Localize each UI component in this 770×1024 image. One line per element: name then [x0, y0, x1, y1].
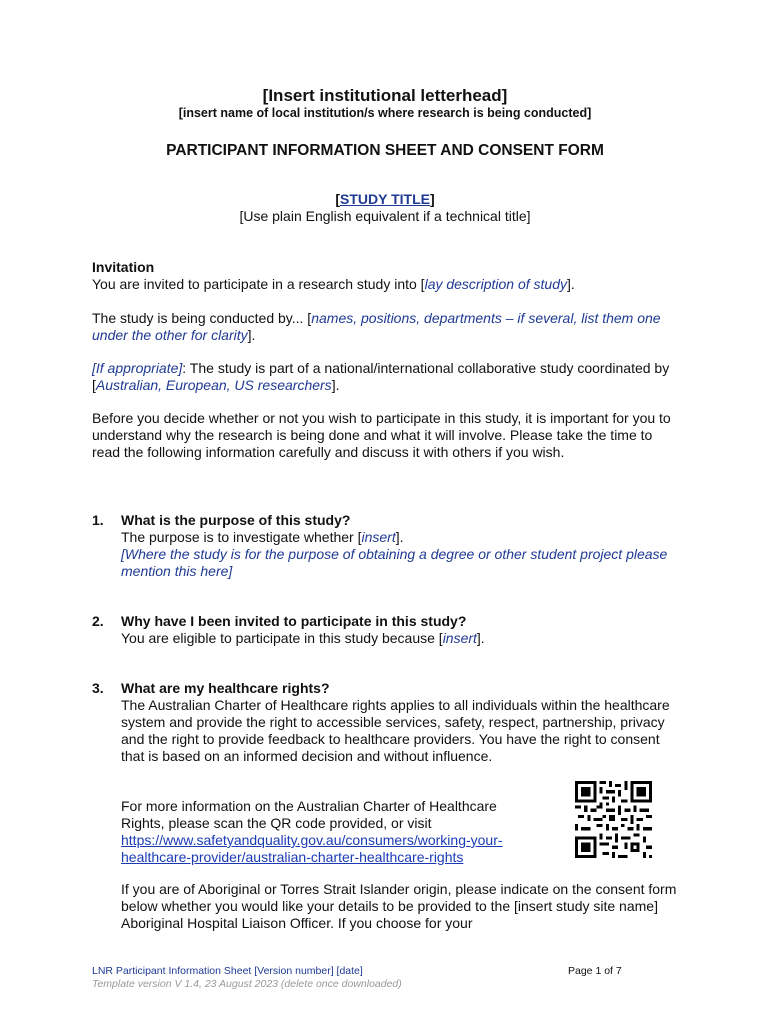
section-1-number: 1.	[92, 512, 104, 528]
invitation-paragraph-1	[92, 276, 682, 293]
section-2-text-start: You are eligible to participate in this study because [	[121, 630, 443, 646]
section-2-text-end: ].	[476, 630, 485, 646]
invitation-p1-end: ].	[566, 276, 575, 292]
section-3-heading: What are my healthcare rights?	[121, 680, 330, 696]
invitation-paragraph-2	[92, 310, 682, 344]
invitation-p2-text: The study is being conducted by... [	[92, 310, 312, 326]
section-1-note: [Where the study is for the purpose of obtaining a degree or other student project please mention this here]	[121, 546, 668, 579]
footer-document-info: LNR Participant Information Sheet [Version number] [date]	[92, 965, 363, 977]
invitation-p3-placeholder-2: Australian, European, US researchers	[95, 377, 332, 393]
section-3-qr-text-1: For more information on the Australian Charter of Healthcare	[121, 798, 497, 814]
invitation-paragraph-3	[92, 360, 682, 394]
section-3-paragraph-3: If you are of Aboriginal or Torres Strait Islander origin, please indicate on the consent form below whether you would like your details to be provided to the [insert study site name] Aboriginal Hospital Liaison Officer. If you choose for your	[121, 881, 677, 931]
study-title-note: [Use plain English equivalent if a technical title]	[239, 208, 531, 224]
invitation-paragraph-4: Before you decide whether or not you wish to participate in this study, it is important for you to understand why the research is being done and what it will involve. Please take the time to read the following information carefully and discuss it with others if you wish.	[92, 410, 671, 460]
section-3-number: 3.	[92, 680, 104, 696]
section-2-placeholder: insert	[442, 630, 477, 646]
charter-link-1[interactable]: https://www.safetyandquality.gov.au/consumers/working-your-	[121, 832, 503, 848]
section-2-heading: Why have I been invited to participate in this study?	[121, 613, 467, 629]
section-1-text-end: ].	[395, 529, 404, 545]
charter-link-line-2[interactable]	[121, 849, 571, 866]
study-title-open: [	[335, 191, 341, 207]
section-1-heading: What is the purpose of this study?	[121, 512, 351, 528]
section-3-qr-text-2: Rights, please scan the QR code provided, or visit	[121, 815, 432, 831]
footer-template-version: Template version V 1.4, 23 August 2023 (delete once downloaded)	[92, 978, 402, 990]
invitation-p3-end: ].	[331, 377, 340, 393]
invitation-heading: Invitation	[92, 259, 155, 275]
section-2-text	[121, 630, 682, 647]
section-2-number: 2.	[92, 613, 104, 629]
study-title	[0, 191, 770, 207]
invitation-p1-text: You are invited to participate in a research study into [	[92, 276, 425, 292]
document-title: PARTICIPANT INFORMATION SHEET AND CONSENT FORM	[166, 142, 604, 159]
invitation-p2-end: ].	[247, 327, 256, 343]
section-1-placeholder: insert	[361, 529, 396, 545]
invitation-p1-placeholder: lay description of study	[424, 276, 567, 292]
institution-placeholder: [insert name of local institution/s where research is being conducted]	[178, 106, 592, 120]
qr-code-icon[interactable]	[575, 781, 652, 858]
section-3-paragraph-1: The Australian Charter of Healthcare rights applies to all individuals within the healthcare system and provide the right to accessible services, safety, respect, partnership, privacy and the right to provide feedback to healthcare providers. You have the right to consent that is based on an informed decision and without influence.	[121, 697, 670, 764]
charter-link-line-1[interactable]	[121, 832, 571, 849]
section-1-text-start: The purpose is to investigate whether [	[121, 529, 362, 545]
section-1-text	[121, 529, 682, 546]
footer-page-number: Page 1 of 7	[568, 965, 622, 977]
study-title-close: ]	[429, 191, 435, 207]
charter-link-2[interactable]: healthcare-provider/australian-charter-healthcare-rights	[121, 849, 464, 865]
invitation-p3-text: : The study is part of a national/international collaborative study coordinated by [	[92, 360, 670, 393]
study-title-label: STUDY TITLE	[340, 191, 430, 207]
letterhead-placeholder: [Insert institutional letterhead]	[262, 86, 508, 105]
invitation-p2-placeholder: names, positions, departments – if several, list them one under the other for clarity	[92, 310, 661, 343]
invitation-p3-placeholder: [If appropriate]	[92, 360, 183, 376]
